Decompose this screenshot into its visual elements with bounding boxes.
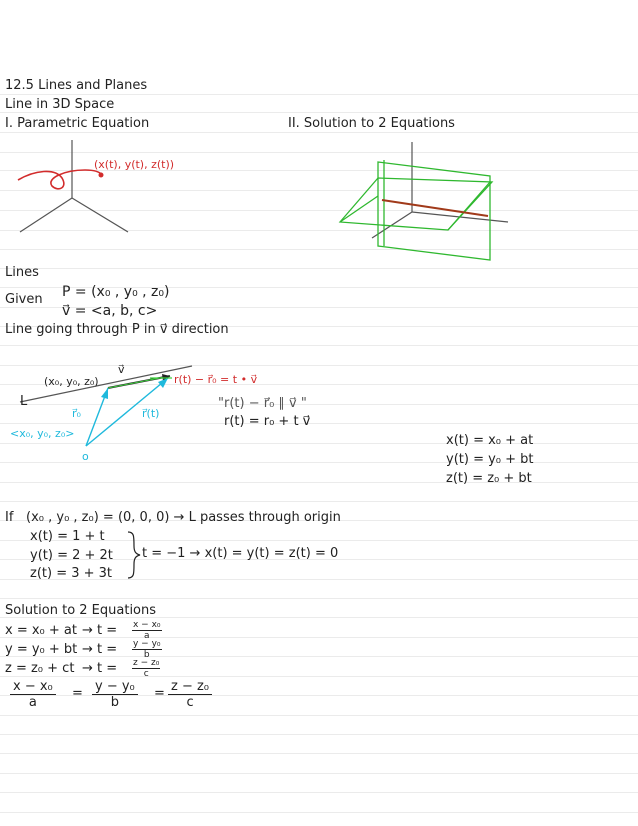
solution-fraction — [132, 658, 160, 679]
parametric-equation: z(t) = z₀ + bt — [446, 471, 532, 486]
r0-label: r⃗₀ — [72, 407, 81, 420]
example-result: t = −1 → x(t) = y(t) = z(t) = 0 — [142, 546, 339, 561]
solution-fraction — [132, 620, 162, 641]
symmetric-fraction — [10, 679, 56, 710]
solution-equation: z = z₀ + ct — [5, 661, 75, 676]
equals-sign: = — [154, 686, 165, 701]
rt-label: r⃗(t) — [142, 407, 160, 420]
solution-arrow: → t = — [82, 661, 118, 676]
fraction-numerator: x − x₀ — [133, 620, 161, 630]
solution-heading: Solution to 2 Equations — [5, 603, 157, 618]
brace — [128, 532, 140, 578]
solution-equation: y = y₀ + bt — [5, 642, 78, 657]
v-label: v⃗ — [118, 363, 125, 376]
fig1-curve-point — [99, 173, 104, 178]
section-heading-solution: II. Solution to 2 Equations — [288, 116, 455, 131]
parametric-equation: x(t) = x₀ + at — [446, 433, 534, 448]
subtitle: Line in 3D Space — [5, 97, 115, 112]
example-equation: x(t) = 1 + t — [30, 529, 105, 544]
fraction-denominator: c — [186, 695, 194, 710]
fraction-denominator: a — [144, 631, 150, 641]
solution-arrow: → t = — [82, 642, 118, 657]
solution-equation: x = x₀ + at — [5, 623, 77, 638]
example-condition: (x₀ , y₀ , z₀) = (0, 0, 0) → L passes through origin — [26, 510, 341, 525]
line-statement: Line going through P in v⃗ direction — [5, 322, 229, 337]
fraction-numerator: x − x₀ — [10, 679, 56, 695]
point-definition: P = (x₀ , y₀ , z₀) — [62, 284, 170, 300]
vector-equation: r(t) = r₀ + t v⃗ — [224, 414, 311, 429]
parametric-equation: y(t) = y₀ + bt — [446, 452, 534, 467]
equals-sign: = — [72, 686, 83, 701]
example-equation: y(t) = 2 + 2t — [30, 548, 113, 563]
symmetric-fraction — [92, 679, 138, 710]
if-label: If — [5, 510, 14, 525]
vector-definition: v⃗ = <a, b, c> — [62, 303, 158, 319]
solution-fraction — [132, 639, 162, 660]
fig1-curve — [18, 170, 102, 189]
fraction-denominator: b — [110, 695, 120, 710]
parallel-note: "r(t) − r⃗₀ ∥ v⃗ " — [218, 396, 307, 411]
section-heading-parametric: I. Parametric Equation — [5, 116, 150, 131]
fig2-axes — [372, 142, 508, 238]
fraction-denominator: c — [143, 669, 149, 679]
point-label: (x₀, y₀, z₀) — [44, 375, 99, 388]
fig1-curve-label: (x(t), y(t), z(t)) — [94, 158, 175, 171]
r0-coords: <x₀, y₀, z₀> — [10, 427, 75, 440]
fraction-denominator: a — [28, 695, 37, 710]
origin-label: o — [82, 450, 89, 463]
fraction-numerator: z − z₀ — [168, 679, 212, 695]
fig1-axes — [20, 140, 128, 232]
fraction-denominator: b — [143, 650, 150, 660]
fraction-numerator: y − y₀ — [92, 679, 138, 695]
example-equation: z(t) = 3 + 3t — [30, 566, 113, 581]
fraction-numerator: y − y₀ — [133, 639, 161, 649]
symmetric-fraction — [168, 679, 212, 710]
page-title: 12.5 Lines and Planes — [5, 78, 148, 93]
fraction-numerator: z − z₀ — [133, 658, 160, 668]
r-diff-label: r(t) − r⃗₀ = t • v⃗ — [174, 373, 258, 386]
fig2-planes — [340, 160, 492, 260]
line-label: L — [20, 394, 28, 409]
given-label: Given — [5, 292, 43, 307]
solution-arrow: → t = — [82, 623, 118, 638]
r0-arrowhead — [101, 388, 108, 399]
lines-heading: Lines — [5, 265, 39, 280]
